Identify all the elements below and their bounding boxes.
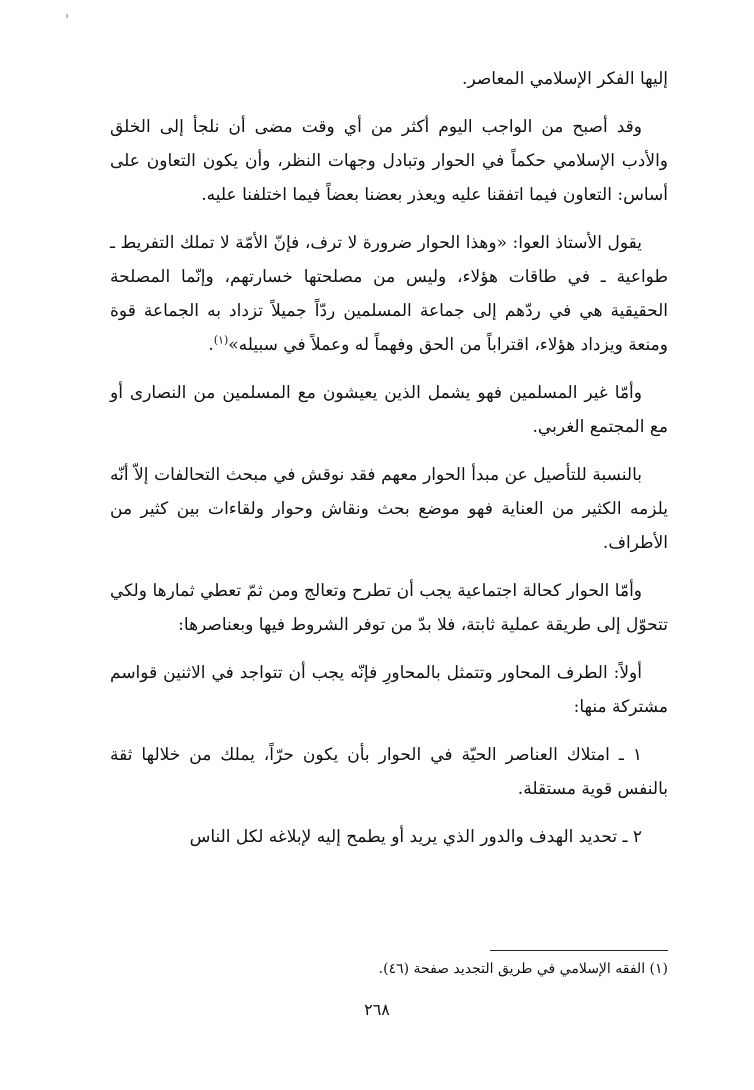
paragraph-7: أولاً: الطرف المحاور وتتمثل بالمحاورِ فإنّه يجب أن تتواجد في الاثنين قواسم مشتركة منها: <box>110 663 668 717</box>
footnote-reference[interactable]: (١) <box>213 333 229 347</box>
paragraph-4: وأمّا غير المسلمين فهو يشمل الذين يعيشون مع المسلمين من النصارى أو مع المجتمع الغربي. <box>110 383 668 437</box>
paragraph-6: وأمّا الحوار كحالة اجتماعية يجب أن تطرح وتعالج ومن ثمّ تعطي ثمارها ولكي تتحوّل إلى طريقة عملية ثابتة، فلا بدّ من توفر الشروط فيها وبعناصرها: <box>110 581 668 635</box>
page-number: ٢٦٨ <box>364 1000 390 1019</box>
scan-mark <box>66 14 68 18</box>
paragraph-3-quote: يقول الأستاذ العوا: «وهذا الحوار ضرورة لا ترف، فإنّ الأمّة لا تملك التفريط ـ طواعية ـ في طاقات هؤلاء، وليس من مصلحتها خسارتهم، وإنّما المصلحة الحقيقية هي في ردّهم إلى جماعة المسلمين ردّاً جميلاً تزداد به الجماعة قوة ومنعة ويزداد هؤلاء، اقتراباً من الحق وفهماً له وعملاً في سبيله»$^{(١)}$. <box>110 233 668 355</box>
body-text <box>110 62 668 854</box>
list-item-1: ١ ـ امتلاك العناصر الحيّة في الحوار بأن يكون حرّاً، يملك من خلالها ثقة بالنفس قوية مستقلة. <box>110 745 668 799</box>
paragraph-5: بالنسبة للتأصيل عن مبدأ الحوار معهم فقد نوقش في مبحث التحالفات إلاّ أنّه يلزمه الكثير من العناية فهو موضع بحث ونقاش وحوار ولقاءات بين كثير من الأطراف. <box>110 465 668 553</box>
footnote-divider <box>490 950 668 951</box>
paragraph-1: إليها الفكر الإسلامي المعاصر. <box>462 69 668 89</box>
paragraph-2: وقد أصبح من الواجب اليوم أكثر من أي وقت مضى أن نلجأ إلى الخلق والأدب الإسلامي حكماً في الحوار وتبادل وجهات النظر، وأن يكون التعاون على أساس: التعاون فيما اتفقنا عليه ويعذر بعضنا بعضاً فيما اختلفنا عليه. <box>110 117 668 205</box>
list-item-2: ٢ ـ تحديد الهدف والدور الذي يريد أو يطمح إليه لإبلاغه لكل الناس <box>189 827 642 847</box>
footnote: (١) الفقه الإسلامي في طريق التجديد صفحة (٤٦). <box>378 961 668 977</box>
